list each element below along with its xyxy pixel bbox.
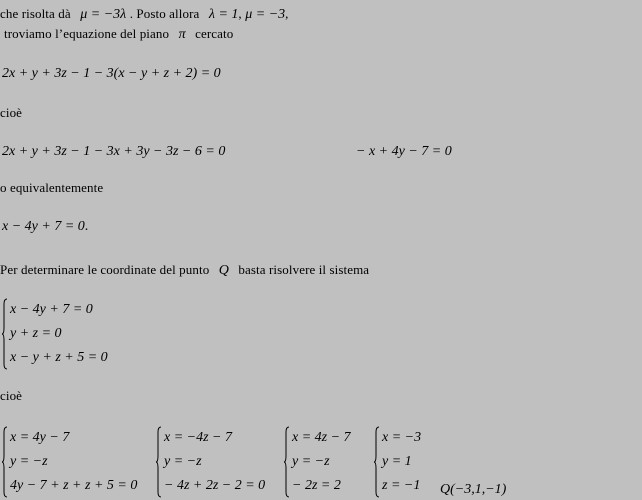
brace-icon xyxy=(2,298,8,370)
text-fragment: cercato xyxy=(195,26,234,41)
equation-final xyxy=(2,219,88,235)
equation-system-step2 xyxy=(156,426,265,498)
system-row: y = −z xyxy=(164,454,202,469)
math-mu-value: μ = −3 xyxy=(245,7,286,22)
system-row: 4y − 7 + z + z + 5 = 0 xyxy=(10,478,138,493)
brace-icon xyxy=(2,426,8,498)
text-line-1 xyxy=(0,6,289,23)
text-line-2 xyxy=(4,26,233,43)
text-cioe: cioè xyxy=(0,105,23,120)
math-lambda-value: λ = 1 xyxy=(208,7,239,22)
system-row: x = −4z − 7 xyxy=(164,430,233,445)
text-fragment: basta risolvere il sistema xyxy=(238,262,370,277)
math-mu-equation: μ = −3λ xyxy=(80,7,127,22)
equation-final-body: x − 4y + 7 = 0 xyxy=(2,219,85,234)
text-cioe: cioè xyxy=(0,388,23,403)
text-equivalently: o equivalentemente xyxy=(0,180,104,195)
system-row: − 4z + 2z − 2 = 0 xyxy=(164,478,266,493)
result-point-q: Q(−3,1,−1) xyxy=(440,482,507,497)
comma: , xyxy=(238,6,242,21)
system-row: x − 4y + 7 = 0 xyxy=(10,302,93,317)
text-fragment: Per determinare le coordinate del punto xyxy=(0,262,210,277)
system-row: z = −1 xyxy=(382,478,421,493)
text-fragment: che risolta dà xyxy=(0,6,71,21)
equation-plane-combination: 2x + y + 3z − 1 − 3(x − y + z + 2) = 0 xyxy=(2,66,221,81)
system-row: x = −3 xyxy=(382,430,422,445)
equation-system-step1 xyxy=(2,426,137,498)
equation-system-solution xyxy=(374,426,421,498)
equation-expanded: 2x + y + 3z − 1 − 3x + 3y − 3z − 6 = 0 xyxy=(2,144,226,159)
system-row: − 2z = 2 xyxy=(292,478,341,493)
brace-icon xyxy=(284,426,290,498)
brace-icon xyxy=(374,426,380,498)
system-row: x − y + z + 5 = 0 xyxy=(10,350,108,365)
system-row: y = −z xyxy=(292,454,330,469)
system-row: x = 4y − 7 xyxy=(10,430,70,445)
math-point-q: Q xyxy=(218,263,229,278)
period: . xyxy=(84,219,89,234)
math-pi: π xyxy=(178,27,186,42)
brace-icon xyxy=(156,426,162,498)
system-row: y = −z xyxy=(10,454,48,469)
equation-simplified: − x + 4y − 7 = 0 xyxy=(356,144,452,159)
equation-system-step3 xyxy=(284,426,351,498)
system-row: y + z = 0 xyxy=(10,326,62,341)
text-point-sentence xyxy=(0,262,369,279)
comma: , xyxy=(285,6,289,21)
text-fragment: . Posto allora xyxy=(129,6,200,21)
system-row: x = 4z − 7 xyxy=(292,430,351,445)
text-fragment: troviamo l’equazione del piano xyxy=(4,26,170,41)
system-row: y = 1 xyxy=(382,454,412,469)
equation-system-initial xyxy=(2,298,108,370)
